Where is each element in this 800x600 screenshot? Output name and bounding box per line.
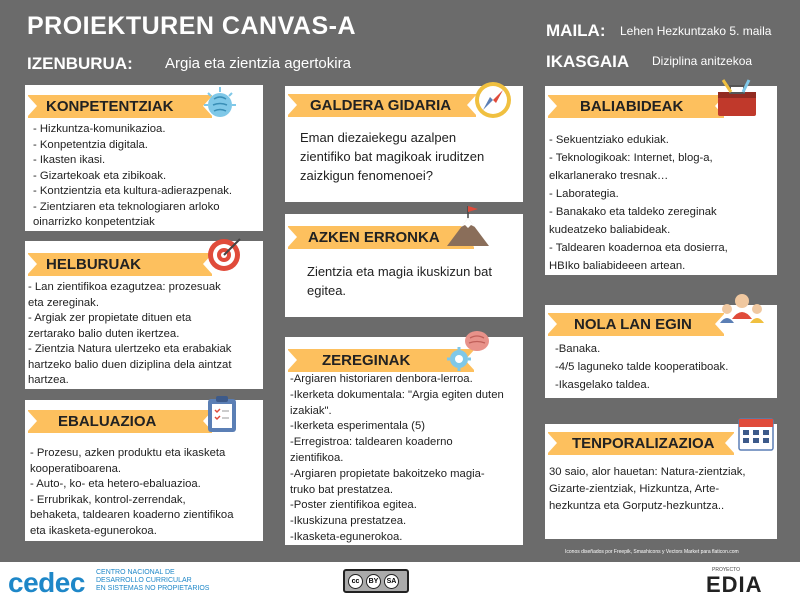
erronka-line: Zientzia eta magia ikuskizun bat [307,264,492,279]
konpetentziak-line: - Zientziaren eta teknologiaren arloko [33,200,220,213]
tenporalizazioa-line: Gizarte-zientziak, Hizkuntza, Arte- [549,483,720,495]
cedec-subtitle-line: DESARROLLO CURRICULAR [96,577,192,584]
tenporalizazioa-line: 30 saio, alor hauetan: Natura-zientziak, [549,466,746,478]
zereginak-line: izakiak". [290,404,332,417]
baliabideak-line: HBIko baliabideeen artean. [549,260,686,272]
brain-icon [200,85,240,125]
edia-logo: EDIA [706,572,763,597]
ebaluazioa-line: behaketa, taldearen koaderno zientifikoa [30,509,234,521]
baliabideak-line: - Sekuentziako edukiak. [549,134,669,146]
zereginak-title: ZEREGINAK [322,352,411,369]
clipboard-icon [205,394,239,434]
helburuak-line: zertarako balio duten ikertzea. [28,327,180,340]
helburuak-body [28,280,262,389]
helburuak-line: - Zientzia Natura ulertzeko eta erabakiak [28,343,232,355]
helburuak-ribbon [28,253,212,276]
cedec-subtitle-line: EN SISTEMAS NO PROPIETARIOS [96,585,210,592]
konpetentziak-ribbon [28,95,212,118]
icon-credit: Iconos diseñados por Freepik, Smashicons y Vectors Market para flaticon.com [565,549,739,555]
ebaluazioa-title: EBALUAZIOA [58,413,157,430]
zereginak-line: truko bat prestatzea. [290,483,393,496]
nola-ribbon [548,313,724,336]
baliabideak-line: - Banakako eta taldeko zereginak [549,206,717,218]
konpetentziak-line: oinarrizko konpetentziak [33,216,155,228]
izenburua-label: IZENBURUA: [27,54,133,73]
toolbox-icon [715,78,759,118]
konpetentziak-line: - Hizkuntza-komunikazioa. [33,123,166,135]
baliabideak-line: kudeatzeko baliabideak. [549,224,671,236]
cedec-logo: cedec [8,567,85,598]
cedec-subtitle-line: CENTRO NACIONAL DE [96,569,175,576]
sa-icon: SA [384,574,399,589]
zereginak-line: -Poster zientifikoa egitea. [290,499,417,512]
cedec-subtitle [96,569,209,593]
calendar-icon [737,414,775,452]
ebaluazioa-ribbon [28,410,212,433]
galdera-body [300,128,520,185]
nola-card [545,305,777,398]
helburuak-line: hartzeko balio duen diziplina dela aintzat [28,358,232,371]
nola-body [555,340,775,394]
baliabideak-line: elkarlanerako tresnak… [549,170,669,182]
konpetentziak-line: - Kontzientzia eta kultura-adierazpenak. [33,185,233,197]
konpetentziak-line: - Ikasten ikasi. [33,154,106,166]
ebaluazioa-card [25,400,263,541]
maila-value: Lehen Hezkuntzako 5. maila [620,24,772,38]
mountain-flag-icon [445,206,491,248]
nola-line: -Ikasgelako taldea. [555,379,650,391]
zereginak-line: -Ikerketa dokumentala: "Argia egiten duten [290,388,504,401]
ikasgaia-label: IKASGAIA [546,52,630,71]
ebaluazioa-body [30,446,262,539]
zereginak-line: -Ikuskizuna prestatzea. [290,515,407,528]
galdera-line: zientifiko bat magikoak iruditzen [300,149,485,164]
baliabideak-card [545,86,777,275]
zereginak-line: zientifikoa. [290,451,344,464]
ebaluazioa-line: - Errubrikak, kontrol-zerrendak, [30,493,186,506]
helburuak-line: eta zereginak. [28,296,99,309]
baliabideak-ribbon [548,95,724,118]
erronka-title: AZKEN ERRONKA [308,229,440,246]
baliabideak-body [549,131,775,275]
edia-proyecto-label: PROYECTO [712,567,740,573]
ikasgaia-value: Diziplina anitzekoa [652,54,753,68]
ebaluazioa-line: kooperatiboarena. [30,462,122,475]
ebaluazioa-line: - Prozesu, azken produktu eta ikasketa [30,447,226,459]
by-icon: BY [366,574,381,589]
konpetentziak-line: - Gizartekoak eta zibikoak. [33,169,167,182]
galdera-title: GALDERA GIDARIA [310,97,452,114]
zereginak-line: -Ikerketa esperimentala (5) [290,420,425,433]
zereginak-body [290,372,522,546]
zereginak-line: -Erregistroa: taldearen koaderno [290,436,453,449]
helburuak-line: - Lan zientifikoa ezagutzea: prozesuak [28,281,221,293]
tenporalizazioa-title: TENPORALIZAZIOA [572,435,715,452]
baliabideak-title: BALIABIDEAK [580,98,684,115]
erronka-body [307,262,517,300]
tenporalizazioa-body [549,464,777,515]
team-icon [717,291,767,331]
erronka-line: egitea. [307,283,347,298]
konpetentziak-card [25,85,263,231]
galdera-line: zaizkigun fenomenoei? [300,168,433,183]
helburuak-card [25,241,263,389]
nola-line: -Banaka. [555,343,601,355]
baliabideak-line: - Teknologikoak: Internet, blog-a, [549,152,713,164]
baliabideak-line: - Taldearen koadernoa eta dosierra, [549,242,728,254]
konpetentziak-body [33,122,261,231]
nola-line: -4/5 laguneko talde kooperatiboak. [555,361,729,373]
helburuak-line: hartzea. [28,374,69,386]
izenburua-value: Argia eta zientzia agertokira [165,55,351,72]
tenporalizazioa-card [545,424,777,539]
page-title: PROIEKTUREN CANVAS-A [27,12,356,40]
tenporalizazioa-ribbon [548,432,734,455]
zereginak-line: -Argiaren historiaren denbora-lerroa. [290,373,473,385]
galdera-line: Eman diezaiekegu azalpen [300,130,457,145]
maila-label: MAILA: [546,21,606,40]
helburuak-line: - Argiak zer propietate dituen eta [28,312,192,324]
galdera-ribbon [288,94,476,117]
zereginak-card [285,337,523,545]
baliabideak-line: - Laborategia. [549,188,619,200]
ebaluazioa-line: - Auto-, ko- eta hetero-ebaluazioa. [30,478,201,490]
cc-license-badge[interactable] [343,569,409,593]
cc-icon: cc [348,574,363,589]
compass-icon [473,80,513,120]
zereginak-line: -Argiaren propietate bakoitzeko magia- [290,467,485,480]
ebaluazioa-line: eta ikasketa-egunerokoa. [30,524,157,537]
konpetentziak-line: - Konpetentzia digitala. [33,138,148,151]
zereginak-line: -Ikasketa-egunerokoa. [290,530,403,543]
nola-title: NOLA LAN EGIN [574,316,692,333]
erronka-card [285,214,523,317]
tenporalizazioa-line: hezkuntza eta Gorputz-hezkuntza.. [549,500,725,512]
brain-gear-icon [445,329,493,373]
target-icon [205,236,243,274]
helburuak-title: HELBURUAK [46,256,141,273]
galdera-card [285,86,523,202]
konpetentziak-title: KONPETENTZIAK [46,98,174,115]
